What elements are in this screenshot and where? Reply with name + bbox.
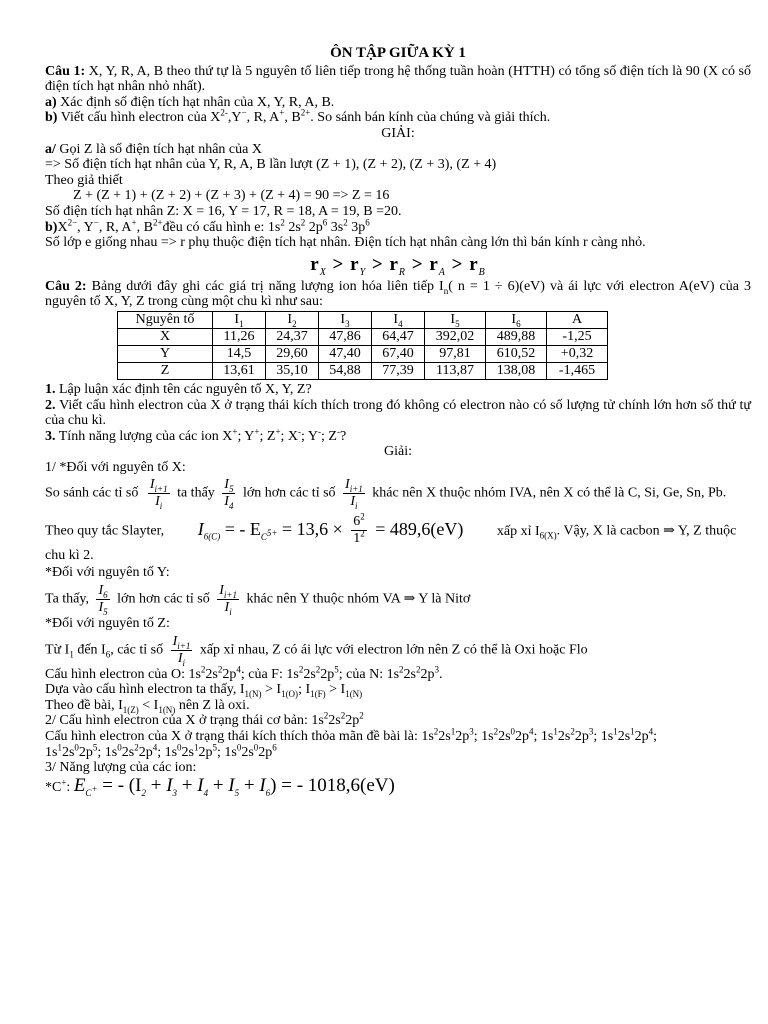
q2-solution-line: $1s^12s^02p^5$; $1s^02s^22p^4$; $1s^02s^12p^5$; $1s^02s^02p^6$ xyxy=(45,741,277,760)
q2-solution-line: Theo đề bài, $I_{1(Z)} < I_{1(N)}$ nên Z là oxi. xyxy=(45,697,250,715)
table-header-cell: $I_2$ xyxy=(266,311,319,328)
q1-label: Câu 1: xyxy=(45,63,86,79)
q1-solution-line: Theo giả thiết xyxy=(45,172,123,188)
q1-solution-line: Số lớp e giống nhau => r phụ thuộc điện tích hạt nhân. Điện tích hạt nhân càng lớn thì bán kính r càng nhỏ. xyxy=(45,235,646,251)
q2-solution-line: 3/ Năng lượng của các ion: xyxy=(45,760,197,776)
ratio-fraction: $\frac{I_5}{I_4}$ xyxy=(224,477,234,512)
ratio-fraction: $\frac{I_{i+1}}{I_i}$ xyxy=(219,583,237,617)
table-header-cell: $I_4$ xyxy=(372,311,425,328)
q2-task-2: 2. Viết cấu hình electron của X ở trạng thái kích thích trong đó không có electron nào có số lượng tử chính lớn hơn số thứ tự của chu kì. xyxy=(45,397,752,429)
q2-solution-line: Cấu hình electron của X ở trạng thái kích thích thỏa mãn đề bài là: $1s^22s^12p^3$; $1s^22s^02p^4$; $1s^12s^22p^3$; $1s^12s^12p^4$; xyxy=(45,726,658,745)
q1-equation: Z + (Z + 1) + (Z + 2) + (Z + 3) + (Z + 4) = 90 => Z = 16 xyxy=(73,188,390,204)
table-header-cell: $I_5$ xyxy=(425,311,486,328)
document-page xyxy=(45,46,751,798)
slater-formula: $I_{6(C)}$ = - $E_{C^{5+}} = 13,6$ × $\frac{6^2}{1^2}$ = 489,6(eV) xyxy=(197,511,464,547)
q2-solution-heading: Giải: xyxy=(384,444,412,460)
q1-solution-heading: GIẢI: xyxy=(381,125,415,141)
q2-solution-line: 2/ Cấu hình electron của X ở trạng thái cơ bản: $1s^22s^22p^2$ xyxy=(45,710,364,729)
q2-statement: Câu 2: Bảng dưới đây ghi các giá trị năng lượng ion hóa liên tiếp $I_n$( n = 1 ÷ 6)(eV) và ái lực với electron A(eV) của 3 nguyên tố X, Y, Z trong cùng một chu kì như sau: xyxy=(45,278,752,310)
ratio-fraction: $\frac{I_{i+1}}{I_i}$ xyxy=(345,477,363,512)
q1-solution-b: $b)X^{2-}$, Y−, R, A+, $B^{2+}đều$ có cấu hình e: $1s^2$ $2s^2$ $2p^6$ $3s^2$ $3p^6$ xyxy=(45,216,370,235)
q1-solution-a: a/ Gọi Z là số điện tích hạt nhân của X xyxy=(45,141,262,157)
table-row: X 11,26 24,37 47,86 64,47 392,02 489,88 -1,25 xyxy=(118,328,608,345)
page-title: ÔN TẬP GIỮA KỲ 1 xyxy=(330,45,466,61)
q1-part-b: b) Viết cấu hình electron của $X^{2-},Y^-$, R, A+, $B^{2+}$. So sánh bán kính của chúng và giải thích. xyxy=(45,107,551,126)
q2-ion-energy: *C+: $E_{C^+}$ = - $(I_2 + I_3 + I_4 + I_5 + I_6)$ = - 1018,6(eV) xyxy=(45,774,395,798)
ratio-fraction: $\frac{I_{i+1}}{I_i}$ xyxy=(172,633,191,668)
table-header-cell: $I_3$ xyxy=(319,311,372,328)
q2-task-1: 1. Lập luận xác định tên các nguyên tố X, Y, Z? xyxy=(45,381,312,397)
table-row: Y 14,5 29,60 47,40 67,40 97,81 610,52 +0,32 xyxy=(118,345,608,362)
table-header-cell: $I_1$ xyxy=(213,311,266,328)
q1-statement: Câu 1: X, Y, R, A, B theo thứ tự là 5 nguyên tố liên tiếp trong hệ thống tuần hoàn (HTTH) có tổng số điện tích là 90 (X có số điện tích hạt nhân nhỏ nhất). xyxy=(45,63,751,95)
radius-comparison: $r_X > r_Y > r_R > r_A > r_B$ xyxy=(310,253,486,278)
q2-solution-line: *Đối với nguyên tố Y: xyxy=(45,565,170,581)
ion-energy-formula: $E_{C^+}$ = - $(I_2 + I_3 + I_4 + I_5 + I_6)$ = - 1018,6(eV) xyxy=(73,774,395,798)
q2-label: Câu 2: xyxy=(45,278,87,294)
table-header-cell: $I_6$ xyxy=(486,311,547,328)
ionization-table xyxy=(117,311,608,380)
q1-solution-line: => Số điện tích hạt nhân của Y, R, A, B lần lượt (Z + 1), (Z + 2), (Z + 3), (Z + 4) xyxy=(45,157,497,173)
q2-slater: Theo quy tắc Slayter, $I_{6(C)}$ = - $E_{C^{5+}} = 13,6$ × $\frac{6^2}{1^2}$ = 489,6(eV) xấp xỉ $I_{6(X)}$. Vậy, X là cacbon ⇒ Y, Z thuộc chu kì 2. xyxy=(45,511,737,564)
q2-ratio-y: Ta thấy, $\frac{I_6}{I_5}$ lớn hơn các tỉ số $\frac{I_{i+1}}{I_i}$ khác nên Y thuộc nhóm VA ⇒ Y là Nitơ xyxy=(45,583,471,617)
table-header-row xyxy=(118,311,608,328)
q2-task-3: 3. Tính năng lượng của các ion X+; Y+; Z+; X-; Y-; Z-? xyxy=(45,426,347,444)
q2-solution-line: 1/ *Đối với nguyên tố X: xyxy=(45,459,186,475)
table-header-cell: Nguyên tố xyxy=(118,311,213,328)
table-header-cell: A xyxy=(547,311,608,328)
q2-ratio-z: Từ $I_1$ đến $I_6$, các tỉ số $\frac{I_{i+1}}{I_i}$ xấp xỉ nhau, Z có ái lực với electron lớn nên Z có thể là Oxi hoặc Flo xyxy=(45,633,588,668)
q2-ratio-x: So sánh các tỉ số $\frac{I_{i+1}}{I_i}$ ta thấy $\frac{I_5}{I_4}$ lớn hơn các tỉ số $\frac{I_{i+1}}{I_i}$ khác nên X thuộc nhóm IVA, nên X có thể là C, Si, Ge, Sn, Pb. xyxy=(45,477,727,512)
q2-solution-line: Cấu hình electron của O: $1s^22s^22p^4$; của F: $1s^22s^22p^5$; của N: $1s^22s^22p^3$. xyxy=(45,664,443,682)
q2-solution-line: *Đối với nguyên tố Z: xyxy=(45,616,170,632)
ratio-fraction: $\frac{I_{i+1}}{I_i}$ xyxy=(149,477,168,512)
q1-part-a: a) Xác định số điện tích hạt nhân của X, Y, R, A, B. xyxy=(45,94,335,110)
q2-solution-line: Dựa vào cấu hình electron ta thấy, $I_{1(N)} > I_{1(O)}$; $I_{1(F)} > I_{1(N)}$ xyxy=(45,682,363,700)
table-row: Z 13,61 35,10 54,88 77,39 113,87 138,08 -1,465 xyxy=(118,362,608,379)
ratio-fraction: $\frac{I_6}{I_5}$ xyxy=(98,583,108,617)
q1-solution-line: Số điện tích hạt nhân Z: X = 16, Y = 17, R = 18, A = 19, B =20. xyxy=(45,203,402,219)
